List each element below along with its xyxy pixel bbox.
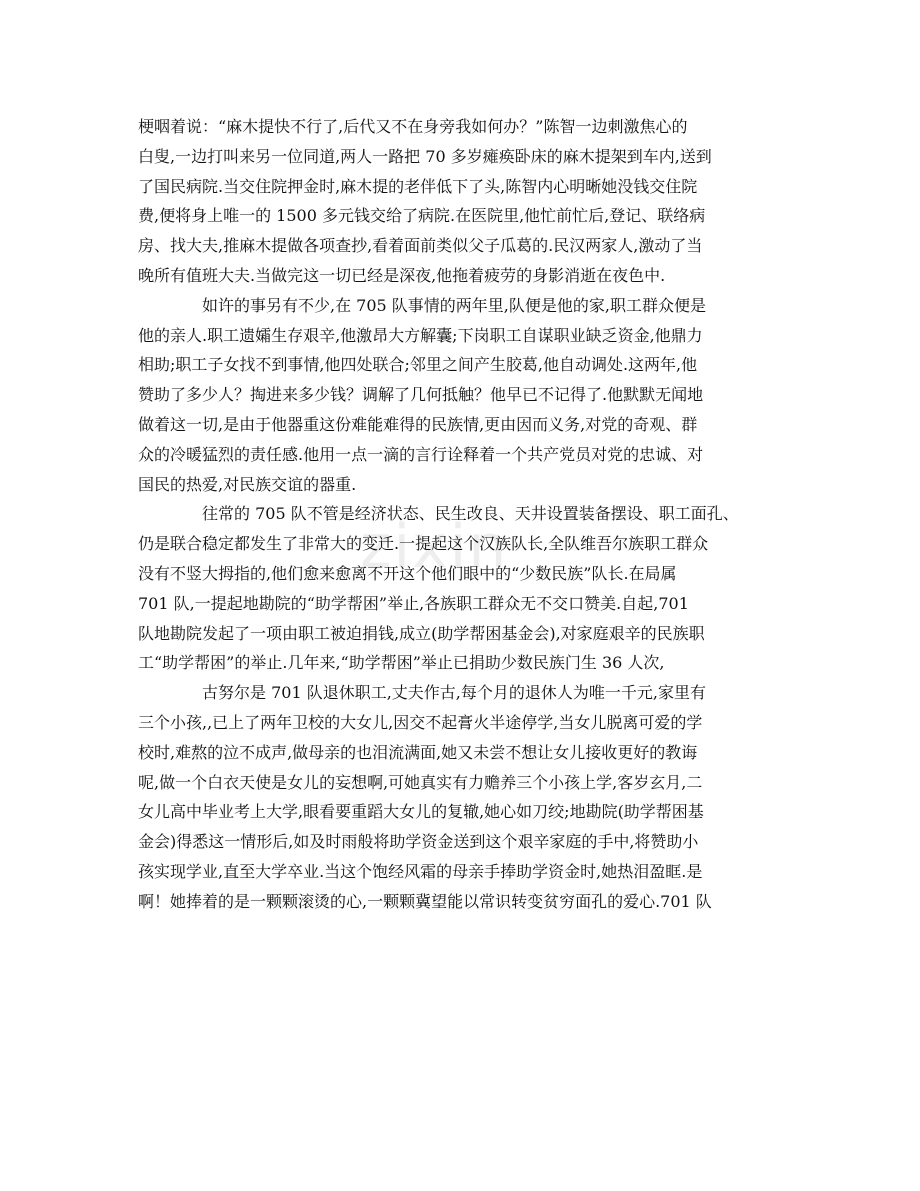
- text-line: 费,便将身上唯一的 1500 多元钱交给了病院.在医院里,他忙前忙后,登记、联络病: [138, 206, 706, 226]
- text-line: 众的冷暖猛烈的责任感.他用一点一滴的言行诠释着一个共产党员对党的忠诚、对: [138, 444, 704, 464]
- text-line: 校时,难熬的泣不成声,做母亲的也泪流满面,她又未尝不想让女儿接收更好的教诲: [138, 742, 698, 762]
- text-line: 金会)得悉这一情形后,如及时雨般将助学资金送到这个艰辛家庭的手中,将赞助小: [138, 832, 699, 852]
- text-line: 了国民病院.当交住院押金时,麻木提的老伴低下了头,陈智内心明晰她没钱交住院: [138, 176, 698, 196]
- text-line: 房、找大夫,推麻木提做各项查抄,看着面前类似父子瓜葛的.民汉两家人,激动了当: [138, 236, 703, 256]
- text-line: 没有不竖大拇指的,他们愈来愈离不开这个他们眼中的“少数民族”队长.在局属: [138, 563, 677, 583]
- text-line: 梗咽着说：“麻木提快不行了,后代又不在身旁我如何办？”陈智一边刺激焦心的: [138, 117, 688, 136]
- text-line: 相助;职工子女找不到事情,他四处联合;邻里之间产生胶葛,他自动调处.这两年,他: [138, 355, 698, 375]
- body-text: [138, 112, 788, 917]
- text-line: 孩实现学业,直至大学卒业.当这个饱经风霜的母亲手捧助学资金时,她热泪盈眶.是: [138, 861, 703, 881]
- text-line: 他的亲人.职工遗孀生存艰辛,他激昂大方解囊;下岗职工自谋职业缺乏资金,他鼎力: [138, 325, 703, 345]
- text-line: 工“助学帮困”的举止.几年来,“助学帮困”举止已捐助少数民族门生 36 人次,: [138, 653, 665, 673]
- text-line: 古努尔是 701 队退休职工,丈夫作古,每个月的退休人为唯一千元,家里有: [202, 683, 706, 703]
- text-line: 白叟,一边打叫来另一位同道,两人一路把 70 多岁瘫痪卧床的麻木提架到车内,送到: [138, 146, 712, 166]
- text-line: 晚所有值班大夫.当做完这一切已经是深夜,他拖着疲劳的身影消逝在夜色中.: [138, 265, 666, 285]
- text-line: 三个小孩,,已上了两年卫校的大女儿,因交不起膏火半途停学,当女儿脱离可爱的学: [138, 712, 703, 732]
- text-line: 队地勘院发起了一项由职工被迫捐钱,成立(助学帮困基金会),对家庭艰辛的民族职: [138, 623, 705, 643]
- text-line: 女儿高中毕业考上大学,眼看要重蹈大女儿的复辙,她心如刀绞;地勘院(助学帮困基: [138, 802, 704, 822]
- text-line: 呢,做一个白衣天使是女儿的妄想啊,可她真实有力赡养三个小孩上学,客岁玄月,二: [138, 772, 703, 792]
- watermark: zixin: [360, 512, 509, 582]
- text-line: 啊！她捧着的是一颗颗滚烫的心,一颗颗冀望能以常识转变贫穷面孔的爱心.701 队: [138, 891, 712, 911]
- text-line: 701 队,一提起地勘院的“助学帮困”举止,各族职工群众无不交口赞美.自起,701: [138, 593, 689, 613]
- text-line: 赞助了多少人？掏进来多少钱？调解了几何抵触？他早已不记得了.他默默无闻地: [138, 385, 704, 405]
- text-line: 国民的热爱,对民族交谊的器重.: [138, 474, 357, 494]
- text-line: 往常的 705 队不管是经济状态、民生改良、天井设置装备摆设、职工面孔、: [202, 504, 739, 524]
- text-line: 仍是联合稳定都发生了非常大的变迁.一提起这个汉族队长,全队维吾尔族职工群众: [138, 534, 709, 554]
- text-line: 做着这一切,是由于他器重这份难能难得的民族情,更由因而义务,对党的奇观、群: [138, 414, 698, 434]
- text-line: 如许的事另有不少,在 705 队事情的两年里,队便是他的家,职工群众便是: [202, 295, 706, 315]
